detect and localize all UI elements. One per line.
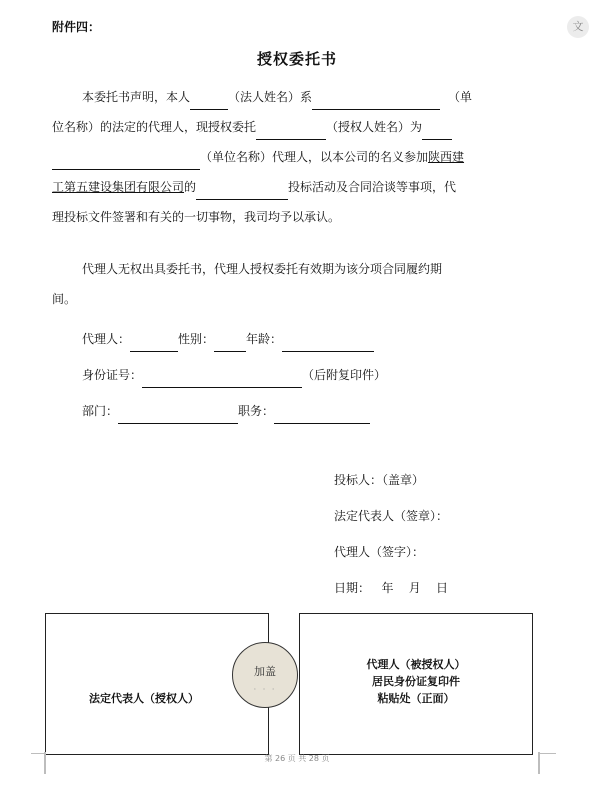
position-blank <box>274 409 370 424</box>
date-line: 日期： 年 月 日 <box>334 581 448 595</box>
agent-box-label-3: 粘贴处（正面） <box>377 692 455 705</box>
para1-line2: 位名称）的法定的代理人，现授权委托 （授权人姓名）为 <box>52 114 452 140</box>
para1-line1: 本委托书声明，本人 （法人姓名）系 （单 <box>82 84 472 110</box>
para2-line1: 代理人无权出具委托书，代理人授权委托有效期为该分项合同履约期 <box>82 262 443 276</box>
authorized-name-blank <box>256 125 326 140</box>
project-blank <box>196 185 288 200</box>
page-footer: 第 26 页 共 28 页 <box>264 754 330 763</box>
age-blank <box>282 337 374 352</box>
para1-line3: （单位名称）代理人，以本公司的名义参加陕西建 <box>52 144 464 170</box>
para1-line4: 工第五建设集团有限公司的 投标活动及合同洽谈等事项，代 <box>52 174 456 200</box>
attachment-label: 附件四： <box>52 20 101 34</box>
para1-line5: 理投标文件签署和有关的一切事物，我司均予以承认。 <box>52 210 341 224</box>
unit-blank-1 <box>312 95 440 110</box>
legal-rep-sign-line: 法定代表人（签章）： <box>334 509 449 523</box>
legal-name-blank <box>190 95 228 110</box>
agent-name-blank <box>130 337 178 352</box>
agent-fields-row: 代理人： 性别： 年龄： <box>82 326 374 352</box>
document-title: 授权委托书 <box>256 50 337 68</box>
seal-dots: · · · <box>253 685 277 694</box>
id-number-blank <box>142 373 302 388</box>
translate-icon[interactable]: 文 <box>567 16 589 38</box>
unit-blank-2a <box>422 125 452 140</box>
seal-circle <box>232 642 298 708</box>
agent-box-label-2: 居民身份证复印件 <box>372 675 460 688</box>
agent-id-box <box>299 613 533 755</box>
legal-rep-box-label: 法定代表人（授权人） <box>89 692 199 705</box>
id-row: 身份证号： （后附复印件） <box>82 362 386 388</box>
dept-row: 部门： 职务： <box>82 398 370 424</box>
agent-box-label-1: 代理人（被授权人） <box>366 658 466 671</box>
department-blank <box>118 409 238 424</box>
agent-sign-line: 代理人（签字）： <box>334 545 425 559</box>
para2-line2: 间。 <box>52 292 77 306</box>
unit-blank-2b <box>52 155 200 170</box>
gender-blank <box>214 337 246 352</box>
seal-label: 加盖 <box>254 665 276 678</box>
bidder-seal-line: 投标人：（盖章） <box>334 473 425 487</box>
